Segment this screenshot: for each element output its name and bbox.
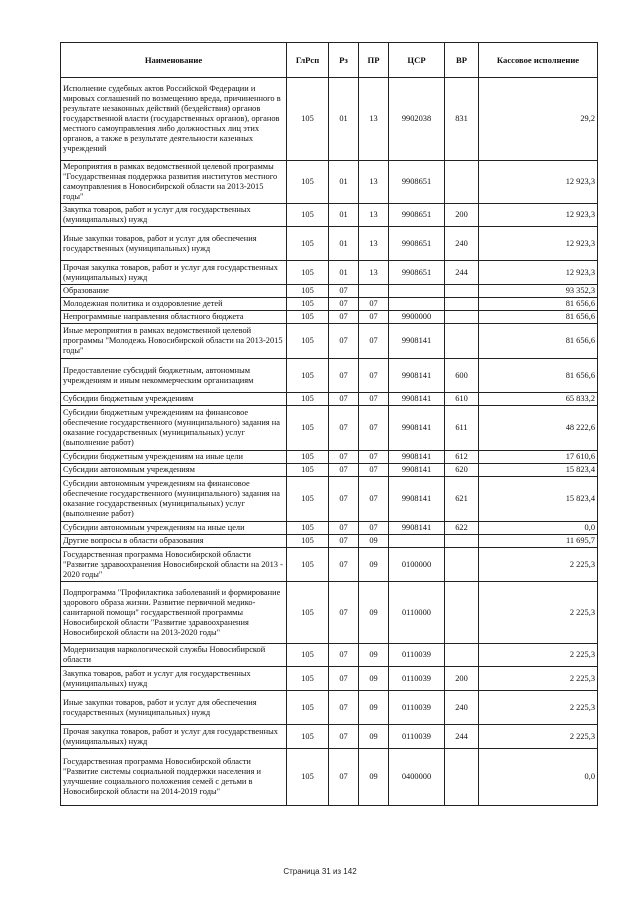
cell-sum: 0,0 <box>479 522 598 535</box>
cell-sum: 2 225,3 <box>479 644 598 667</box>
cell-sum: 12 923,3 <box>479 261 598 285</box>
table-row <box>61 464 598 477</box>
cell-sum: 81 656,6 <box>479 324 598 359</box>
cell-pr: 09 <box>359 667 389 691</box>
cell-rz: 07 <box>329 582 359 644</box>
cell-csr: 9900000 <box>389 311 445 324</box>
cell-name: Другие вопросы в области образования <box>61 535 287 548</box>
cell-rz: 07 <box>329 311 359 324</box>
cell-name: Государственная программа Новосибирской области "Развитие системы социальной поддержки населения и улучшение социального положения семей с детьми в Новосибирской области на 2014-2019 годы" <box>61 749 287 806</box>
cell-sum: 0,0 <box>479 749 598 806</box>
cell-glrsp: 105 <box>287 451 329 464</box>
cell-glrsp: 105 <box>287 477 329 522</box>
cell-pr: 09 <box>359 749 389 806</box>
cell-glrsp: 105 <box>287 691 329 725</box>
cell-csr: 9908141 <box>389 406 445 451</box>
cell-pr: 07 <box>359 477 389 522</box>
table-row <box>61 161 598 204</box>
cell-vr <box>445 644 479 667</box>
cell-pr: 09 <box>359 725 389 749</box>
cell-glrsp: 105 <box>287 522 329 535</box>
table-row <box>61 78 598 161</box>
cell-pr: 07 <box>359 464 389 477</box>
cell-vr: 200 <box>445 667 479 691</box>
table-row <box>61 582 598 644</box>
table-row <box>61 311 598 324</box>
cell-sum: 81 656,6 <box>479 359 598 393</box>
cell-vr: 612 <box>445 451 479 464</box>
cell-rz: 01 <box>329 161 359 204</box>
cell-name: Субсидии бюджетным учреждениям <box>61 393 287 406</box>
cell-rz: 07 <box>329 359 359 393</box>
cell-vr <box>445 161 479 204</box>
table-row <box>61 691 598 725</box>
cell-rz: 07 <box>329 535 359 548</box>
cell-glrsp: 105 <box>287 324 329 359</box>
cell-name: Мероприятия в рамках ведомственной целевой программы "Государственная поддержка развития институтов местного самоуправления в Новосибирской области на 2013-2015 годы" <box>61 161 287 204</box>
cell-sum: 2 225,3 <box>479 725 598 749</box>
budget-table <box>60 42 598 806</box>
cell-sum: 17 610,6 <box>479 451 598 464</box>
cell-vr <box>445 749 479 806</box>
table-row <box>61 261 598 285</box>
cell-csr: 9908141 <box>389 522 445 535</box>
cell-csr: 0110039 <box>389 725 445 749</box>
table-row <box>61 324 598 359</box>
cell-name: Субсидии автономным учреждениям <box>61 464 287 477</box>
cell-glrsp: 105 <box>287 311 329 324</box>
cell-csr: 9908651 <box>389 227 445 261</box>
cell-rz: 07 <box>329 477 359 522</box>
cell-vr: 831 <box>445 78 479 161</box>
cell-rz: 07 <box>329 667 359 691</box>
cell-name: Образование <box>61 285 287 298</box>
cell-rz: 07 <box>329 451 359 464</box>
cell-csr: 0110000 <box>389 582 445 644</box>
cell-vr: 622 <box>445 522 479 535</box>
cell-rz: 07 <box>329 644 359 667</box>
cell-vr <box>445 311 479 324</box>
cell-sum: 12 923,3 <box>479 161 598 204</box>
table-header-row <box>61 43 598 78</box>
cell-csr: 9908141 <box>389 359 445 393</box>
cell-vr <box>445 535 479 548</box>
cell-pr: 13 <box>359 204 389 227</box>
cell-pr: 13 <box>359 227 389 261</box>
cell-sum: 2 225,3 <box>479 667 598 691</box>
cell-rz: 07 <box>329 464 359 477</box>
table-row <box>61 227 598 261</box>
cell-glrsp: 105 <box>287 582 329 644</box>
cell-pr: 07 <box>359 406 389 451</box>
table-row <box>61 667 598 691</box>
cell-name: Иные закупки товаров, работ и услуг для обеспечения государственных (муниципальных) нужд <box>61 227 287 261</box>
cell-pr: 07 <box>359 298 389 311</box>
cell-sum: 11 695,7 <box>479 535 598 548</box>
cell-pr: 13 <box>359 261 389 285</box>
cell-sum: 2 225,3 <box>479 548 598 582</box>
cell-glrsp: 105 <box>287 548 329 582</box>
cell-csr: 0110039 <box>389 644 445 667</box>
cell-vr <box>445 298 479 311</box>
cell-glrsp: 105 <box>287 261 329 285</box>
cell-pr: 09 <box>359 582 389 644</box>
header-cash-execution: Кассовое исполнение <box>479 43 598 78</box>
cell-sum: 65 833,2 <box>479 393 598 406</box>
cell-csr: 9908141 <box>389 451 445 464</box>
cell-vr: 240 <box>445 691 479 725</box>
cell-rz: 01 <box>329 78 359 161</box>
cell-glrsp: 105 <box>287 667 329 691</box>
cell-name: Предоставление субсидий бюджетным, автономным учреждениям и иным некоммерческим организациям <box>61 359 287 393</box>
cell-csr: 0400000 <box>389 749 445 806</box>
cell-pr: 09 <box>359 644 389 667</box>
table-row <box>61 725 598 749</box>
cell-pr: 07 <box>359 451 389 464</box>
cell-vr: 244 <box>445 261 479 285</box>
cell-glrsp: 105 <box>287 78 329 161</box>
cell-glrsp: 105 <box>287 161 329 204</box>
cell-pr: 09 <box>359 548 389 582</box>
cell-name: Прочая закупка товаров, работ и услуг для государственных (муниципальных) нужд <box>61 261 287 285</box>
table-row <box>61 548 598 582</box>
cell-vr: 244 <box>445 725 479 749</box>
cell-rz: 01 <box>329 204 359 227</box>
cell-csr: 9908651 <box>389 161 445 204</box>
cell-vr <box>445 548 479 582</box>
header-csr: ЦСР <box>389 43 445 78</box>
cell-sum: 2 225,3 <box>479 582 598 644</box>
cell-name: Иные мероприятия в рамках ведомственной целевой программы "Молодежь Новосибирской области на 2013-2015 годы" <box>61 324 287 359</box>
cell-csr: 9902038 <box>389 78 445 161</box>
cell-pr: 07 <box>359 311 389 324</box>
table-row <box>61 451 598 464</box>
cell-glrsp: 105 <box>287 464 329 477</box>
cell-csr <box>389 285 445 298</box>
cell-glrsp: 105 <box>287 406 329 451</box>
cell-pr <box>359 285 389 298</box>
cell-name: Закупка товаров, работ и услуг для государственных (муниципальных) нужд <box>61 667 287 691</box>
cell-vr: 200 <box>445 204 479 227</box>
cell-pr: 07 <box>359 324 389 359</box>
cell-name: Субсидии автономным учреждениям на финансовое обеспечение государственного (муниципального) задания на оказание государственных (муниципальных) услуг (выполнение работ) <box>61 477 287 522</box>
table-row <box>61 477 598 522</box>
header-pr: ПР <box>359 43 389 78</box>
table-row <box>61 393 598 406</box>
table-row <box>61 204 598 227</box>
cell-name: Закупка товаров, работ и услуг для государственных (муниципальных) нужд <box>61 204 287 227</box>
cell-glrsp: 105 <box>287 359 329 393</box>
cell-csr: 9908651 <box>389 261 445 285</box>
cell-csr: 9908141 <box>389 477 445 522</box>
cell-vr <box>445 285 479 298</box>
cell-rz: 07 <box>329 725 359 749</box>
cell-rz: 07 <box>329 406 359 451</box>
cell-name: Государственная программа Новосибирской области "Развитие здравоохранения Новосибирской области на 2013 - 2020 годы" <box>61 548 287 582</box>
cell-pr: 13 <box>359 78 389 161</box>
cell-csr: 0110039 <box>389 691 445 725</box>
cell-rz: 07 <box>329 285 359 298</box>
table-row <box>61 298 598 311</box>
cell-csr <box>389 298 445 311</box>
table-row <box>61 406 598 451</box>
header-name: Наименование <box>61 43 287 78</box>
cell-glrsp: 105 <box>287 725 329 749</box>
cell-rz: 01 <box>329 227 359 261</box>
table-row <box>61 644 598 667</box>
header-vr: ВР <box>445 43 479 78</box>
table-row <box>61 359 598 393</box>
cell-name: Непрограммные направления областного бюджета <box>61 311 287 324</box>
cell-name: Иные закупки товаров, работ и услуг для обеспечения государственных (муниципальных) нужд <box>61 691 287 725</box>
cell-name: Модернизация наркологической службы Новосибирской области <box>61 644 287 667</box>
cell-rz: 01 <box>329 261 359 285</box>
cell-name: Субсидии бюджетным учреждениям на финансовое обеспечение государственного (муниципального) задания на оказание государственных (муниципальных) услуг (выполнение работ) <box>61 406 287 451</box>
cell-vr: 610 <box>445 393 479 406</box>
cell-csr <box>389 535 445 548</box>
cell-csr: 0110039 <box>389 667 445 691</box>
cell-glrsp: 105 <box>287 285 329 298</box>
cell-rz: 07 <box>329 324 359 359</box>
cell-name: Исполнение судебных актов Российской Федерации и мировых соглашений по возмещению вреда, причиненного в результате незаконных действий (бездействия) органов государственной власти (государственных органов), органов местного самоуправления либо должностных лиц этих органов, а также в результате деятельности казенных учреждений <box>61 78 287 161</box>
cell-rz: 07 <box>329 522 359 535</box>
cell-pr: 07 <box>359 359 389 393</box>
cell-sum: 81 656,6 <box>479 298 598 311</box>
cell-rz: 07 <box>329 298 359 311</box>
header-rz: Рз <box>329 43 359 78</box>
cell-vr: 621 <box>445 477 479 522</box>
cell-pr: 09 <box>359 535 389 548</box>
cell-pr: 07 <box>359 393 389 406</box>
cell-name: Подпрограмма "Профилактика заболеваний и формирование здорового образа жизни. Развитие первичной медико-санитарной помощи" государственной программы Новосибирской области "Развитие здравоохранения Новосибирской области на 2013-2020 годы" <box>61 582 287 644</box>
cell-name: Субсидии бюджетным учреждениям на иные цели <box>61 451 287 464</box>
table-row <box>61 522 598 535</box>
cell-sum: 15 823,4 <box>479 477 598 522</box>
cell-sum: 12 923,3 <box>479 204 598 227</box>
cell-sum: 48 222,6 <box>479 406 598 451</box>
cell-name: Прочая закупка товаров, работ и услуг для государственных (муниципальных) нужд <box>61 725 287 749</box>
cell-pr: 13 <box>359 161 389 204</box>
cell-glrsp: 105 <box>287 204 329 227</box>
cell-glrsp: 105 <box>287 393 329 406</box>
cell-sum: 12 923,3 <box>479 227 598 261</box>
cell-sum: 2 225,3 <box>479 691 598 725</box>
cell-glrsp: 105 <box>287 227 329 261</box>
cell-vr: 600 <box>445 359 479 393</box>
cell-glrsp: 105 <box>287 535 329 548</box>
cell-sum: 15 823,4 <box>479 464 598 477</box>
table-body <box>61 78 598 806</box>
cell-sum: 29,2 <box>479 78 598 161</box>
cell-glrsp: 105 <box>287 749 329 806</box>
table-row <box>61 749 598 806</box>
cell-rz: 07 <box>329 749 359 806</box>
table-row <box>61 535 598 548</box>
header-glrsp: ГлРсп <box>287 43 329 78</box>
cell-vr <box>445 324 479 359</box>
cell-glrsp: 105 <box>287 644 329 667</box>
cell-vr: 240 <box>445 227 479 261</box>
cell-pr: 07 <box>359 522 389 535</box>
cell-csr: 9908141 <box>389 464 445 477</box>
cell-csr: 0100000 <box>389 548 445 582</box>
budget-table-container <box>60 42 597 806</box>
cell-csr: 9908651 <box>389 204 445 227</box>
cell-sum: 81 656,6 <box>479 311 598 324</box>
cell-rz: 07 <box>329 548 359 582</box>
cell-vr <box>445 582 479 644</box>
cell-rz: 07 <box>329 691 359 725</box>
cell-csr: 9908141 <box>389 393 445 406</box>
table-row <box>61 285 598 298</box>
page-number: Страница 31 из 142 <box>283 867 357 876</box>
cell-name: Молодежная политика и оздоровление детей <box>61 298 287 311</box>
cell-glrsp: 105 <box>287 298 329 311</box>
cell-rz: 07 <box>329 393 359 406</box>
cell-name: Субсидии автономным учреждениям на иные цели <box>61 522 287 535</box>
cell-vr: 620 <box>445 464 479 477</box>
cell-pr: 09 <box>359 691 389 725</box>
cell-vr: 611 <box>445 406 479 451</box>
cell-sum: 93 352,3 <box>479 285 598 298</box>
cell-csr: 9908141 <box>389 324 445 359</box>
